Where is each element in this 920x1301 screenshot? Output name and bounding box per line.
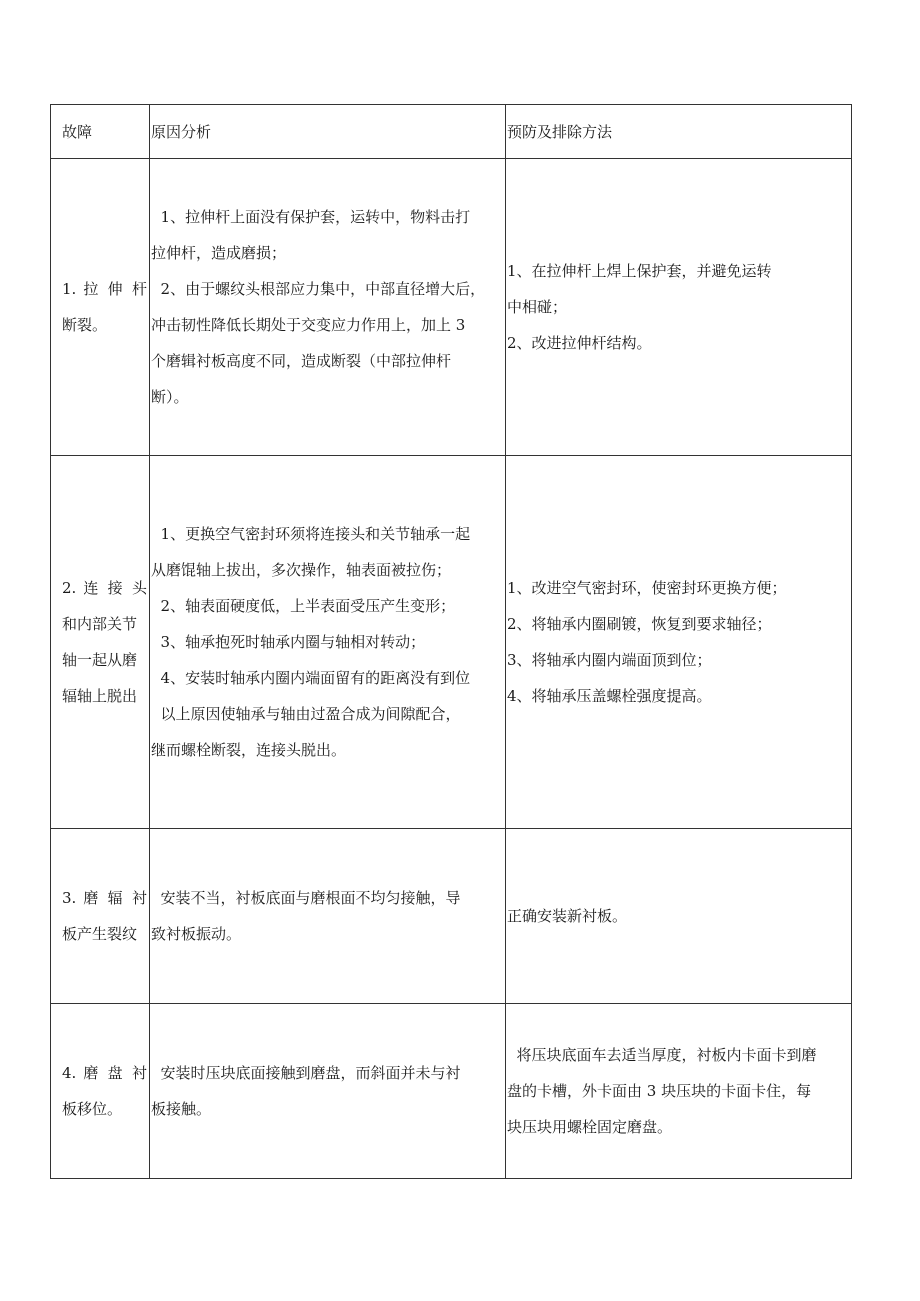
remedy-text [506,570,851,714]
fault-line: 板产生裂纹 [62,925,138,943]
header-fault: 故障 [62,122,93,141]
table-row [51,159,852,456]
cause-line: 板接触。 [151,1100,212,1118]
remedy-line: 块压块用螺栓固定磨盘。 [507,1118,673,1136]
fault-text [51,880,149,952]
cause-line: 致衬板振动。 [151,925,242,943]
cause-text [150,516,505,768]
fault-text [51,1055,149,1127]
remedy-line: 2、将轴承内圈刷镀，恢复到要求轴径； [507,615,772,633]
remedy-cell [506,456,852,829]
fault-text [51,271,149,343]
cause-text [150,199,505,415]
fault-cell [51,829,150,1004]
header-cause: 原因分析 [151,122,212,141]
header-fault-cell [51,105,150,159]
cause-line: 冲击韧性降低长期处于交变应力作用上，加上 3 [151,316,466,334]
remedy-line: 正确安装新衬板。 [507,907,628,925]
table-header-row [51,105,852,159]
remedy-cell [506,829,852,1004]
table-row [51,829,852,1004]
fault-line: 2. 连 接 头 [62,579,147,597]
remedy-cell [506,159,852,456]
header-cause-cell [150,105,506,159]
cause-line: 安装时压块底面接触到磨盘，而斜面并未与衬 [151,1064,461,1082]
cause-line: 3、轴承抱死时轴承内圈与轴相对转动； [151,633,426,651]
fault-line: 3. 磨 辐 衬 [62,889,147,907]
cause-line: 安装不当，衬板底面与磨根面不均匀接触，导 [151,889,461,907]
cause-line: 4、安装时轴承内圈内端面留有的距离没有到位 [151,669,471,687]
remedy-line: 3、将轴承内圈内端面顶到位； [507,651,712,669]
cause-line: 从磨馄轴上拔出，多次操作，轴表面被拉伤； [151,561,452,579]
fault-line: 断裂。 [62,316,108,334]
remedy-text [506,1037,851,1145]
cause-line: 断）。 [151,388,189,406]
fault-text [51,570,149,714]
fault-line: 轴一起从磨 [62,651,138,669]
cause-cell [150,456,506,829]
cause-text [150,1055,505,1127]
remedy-line: 1、改进空气密封环，使密封环更换方便； [507,579,787,597]
cause-cell [150,829,506,1004]
fault-cell [51,1004,150,1179]
cause-cell [150,159,506,456]
cause-line: 1、更换空气密封环须将连接头和关节轴承一起 [151,525,471,543]
fault-line: 板移位。 [62,1100,123,1118]
table-row [51,456,852,829]
remedy-line: 1、在拉伸杆上焊上保护套，并避免运转 [507,262,772,280]
cause-line: 2、由于螺纹头根部应力集中，中部直径增大后， [151,280,486,298]
remedy-line: 将压块底面车去适当厚度，衬板内卡面卡到磨 [507,1046,817,1064]
cause-line: 以上原因使轴承与轴由过盈合成为间隙配合， [151,705,461,723]
remedy-text [506,898,851,934]
header-remedy: 预防及排除方法 [507,122,613,141]
fault-cell [51,456,150,829]
cause-line: 拉伸杆，造成磨损； [151,244,287,262]
fault-line: 和内部关节 [62,615,138,633]
cause-text [150,880,505,952]
remedy-cell [506,1004,852,1179]
fault-line: 1. 拉 伸 杆 [62,280,147,298]
remedy-line: 2、改进拉伸杆结构。 [507,334,652,352]
remedy-line: 盘的卡槽，外卡面由 3 块压块的卡面卡住，每 [507,1082,812,1100]
cause-line: 继而螺栓断裂，连接头脱出。 [151,741,347,759]
cause-line: 1、拉伸杆上面没有保护套，运转中，物料击打 [151,208,471,226]
header-remedy-cell [506,105,852,159]
fault-line: 4. 磨 盘 衬 [62,1064,147,1082]
cause-cell [150,1004,506,1179]
fault-analysis-table [50,104,852,1179]
table-row [51,1004,852,1179]
remedy-text [506,253,851,361]
fault-line: 辐轴上脱出 [62,687,138,705]
remedy-line: 4、将轴承压盖螺栓强度提高。 [507,687,712,705]
remedy-line: 中相碰； [507,298,568,316]
cause-line: 个磨辑衬板高度不同，造成断裂（中部拉伸杆 [151,352,452,370]
fault-cell [51,159,150,456]
cause-line: 2、轴表面硬度低，上半表面受压产生变形； [151,597,456,615]
